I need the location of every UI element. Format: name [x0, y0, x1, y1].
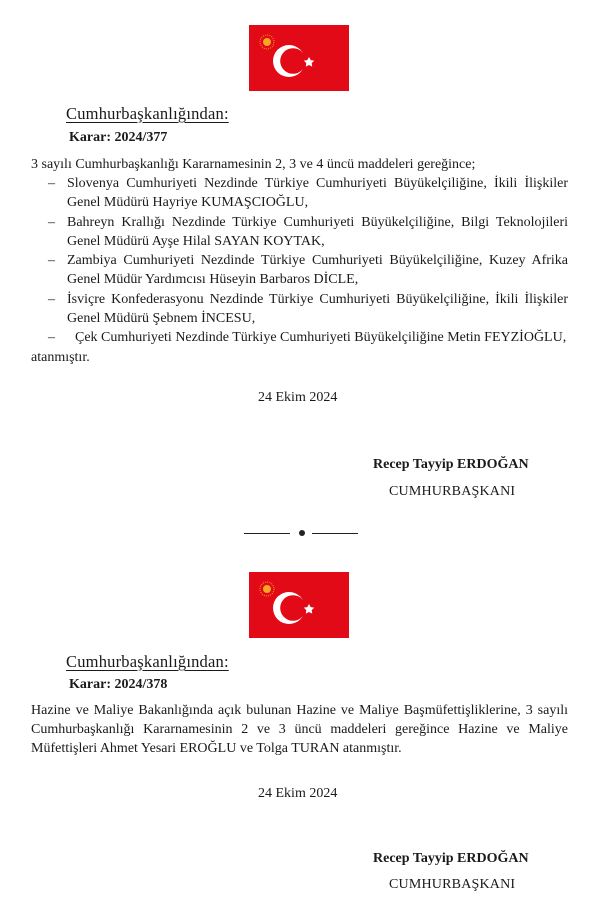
signatory-name: Recep Tayyip ERDOĞAN [373, 851, 529, 866]
separator-line [244, 533, 290, 534]
list-item [31, 290, 568, 328]
presidential-flag-emblem [249, 572, 349, 638]
dash-bullet: – [48, 215, 55, 230]
list-item-text: Çek Cumhuriyeti Nezdinde Türkiye Cumhuriyeti Büyükelçiliğine Metin FEYZİOĞLU, [75, 330, 567, 345]
separator-dot [299, 530, 305, 536]
list-item [31, 251, 568, 289]
list-item [31, 213, 568, 251]
dash-bullet: – [48, 292, 55, 307]
separator-line [312, 533, 358, 534]
decree-intro: 3 sayılı Cumhurbaşkanlığı Kararnamesinin 2, 3 ve 4 üncü maddeleri gereğince; [31, 157, 476, 172]
decree-number: Karar: 2024/378 [69, 677, 168, 692]
decree-heading: Cumhurbaşkanlığından: [66, 652, 229, 671]
list-item-text: İsviçre Konfederasyonu Nezdinde Türkiye Cumhuriyeti Büyükelçiliğine, İkili İlişkiler Genel Müdürü Şebnem İNCESU, [67, 292, 568, 326]
list-item-text: Bahreyn Krallığı Nezdinde Türkiye Cumhuriyeti Büyükelçiliğine, Bilgi Teknolojileri Genel Müdürü Ayşe Hilal SAYAN KOYTAK, [67, 215, 568, 249]
decree-heading: Cumhurbaşkanlığından: [66, 104, 229, 123]
dash-bullet: – [48, 330, 55, 345]
decree-date: 24 Ekim 2024 [258, 786, 338, 801]
crescent-star-icon [249, 572, 349, 638]
list-item [31, 174, 568, 212]
presidential-flag-emblem [249, 25, 349, 91]
dash-bullet: – [48, 176, 55, 191]
signatory-name: Recep Tayyip ERDOĞAN [373, 457, 529, 472]
signatory-title: CUMHURBAŞKANI [389, 484, 516, 499]
section-separator [242, 527, 360, 539]
dash-bullet: – [48, 253, 55, 268]
decree-date: 24 Ekim 2024 [258, 390, 338, 405]
signatory-title: CUMHURBAŞKANI [389, 877, 516, 892]
decree-body: Hazine ve Maliye Bakanlığında açık bulunan Hazine ve Maliye Başmüfettişliklerine, 3 sayılı Cumhurbaşkanlığı Kararnamesinin 2 ve 3 üncü maddeleri gereğince Hazine ve Maliye Müfettişleri Ahmet Yesari EROĞLU ve Tolga TURAN atanmıştır. [31, 703, 568, 756]
decree-closing: atanmıştır. [31, 350, 90, 365]
decree-number: Karar: 2024/377 [69, 130, 168, 145]
list-item [31, 328, 568, 347]
list-item-text: Slovenya Cumhuriyeti Nezdinde Türkiye Cumhuriyeti Büyükelçiliğine, İkili İlişkiler Genel Müdürü Hayriye KUMAŞCIOĞLU, [67, 176, 568, 210]
crescent-star-icon [249, 25, 349, 91]
list-item-text: Zambiya Cumhuriyeti Nezdinde Türkiye Cumhuriyeti Büyükelçiliğine, Kuzey Afrika Genel Müdür Yardımcısı Hüseyin Barbaros DİCLE, [67, 253, 568, 287]
